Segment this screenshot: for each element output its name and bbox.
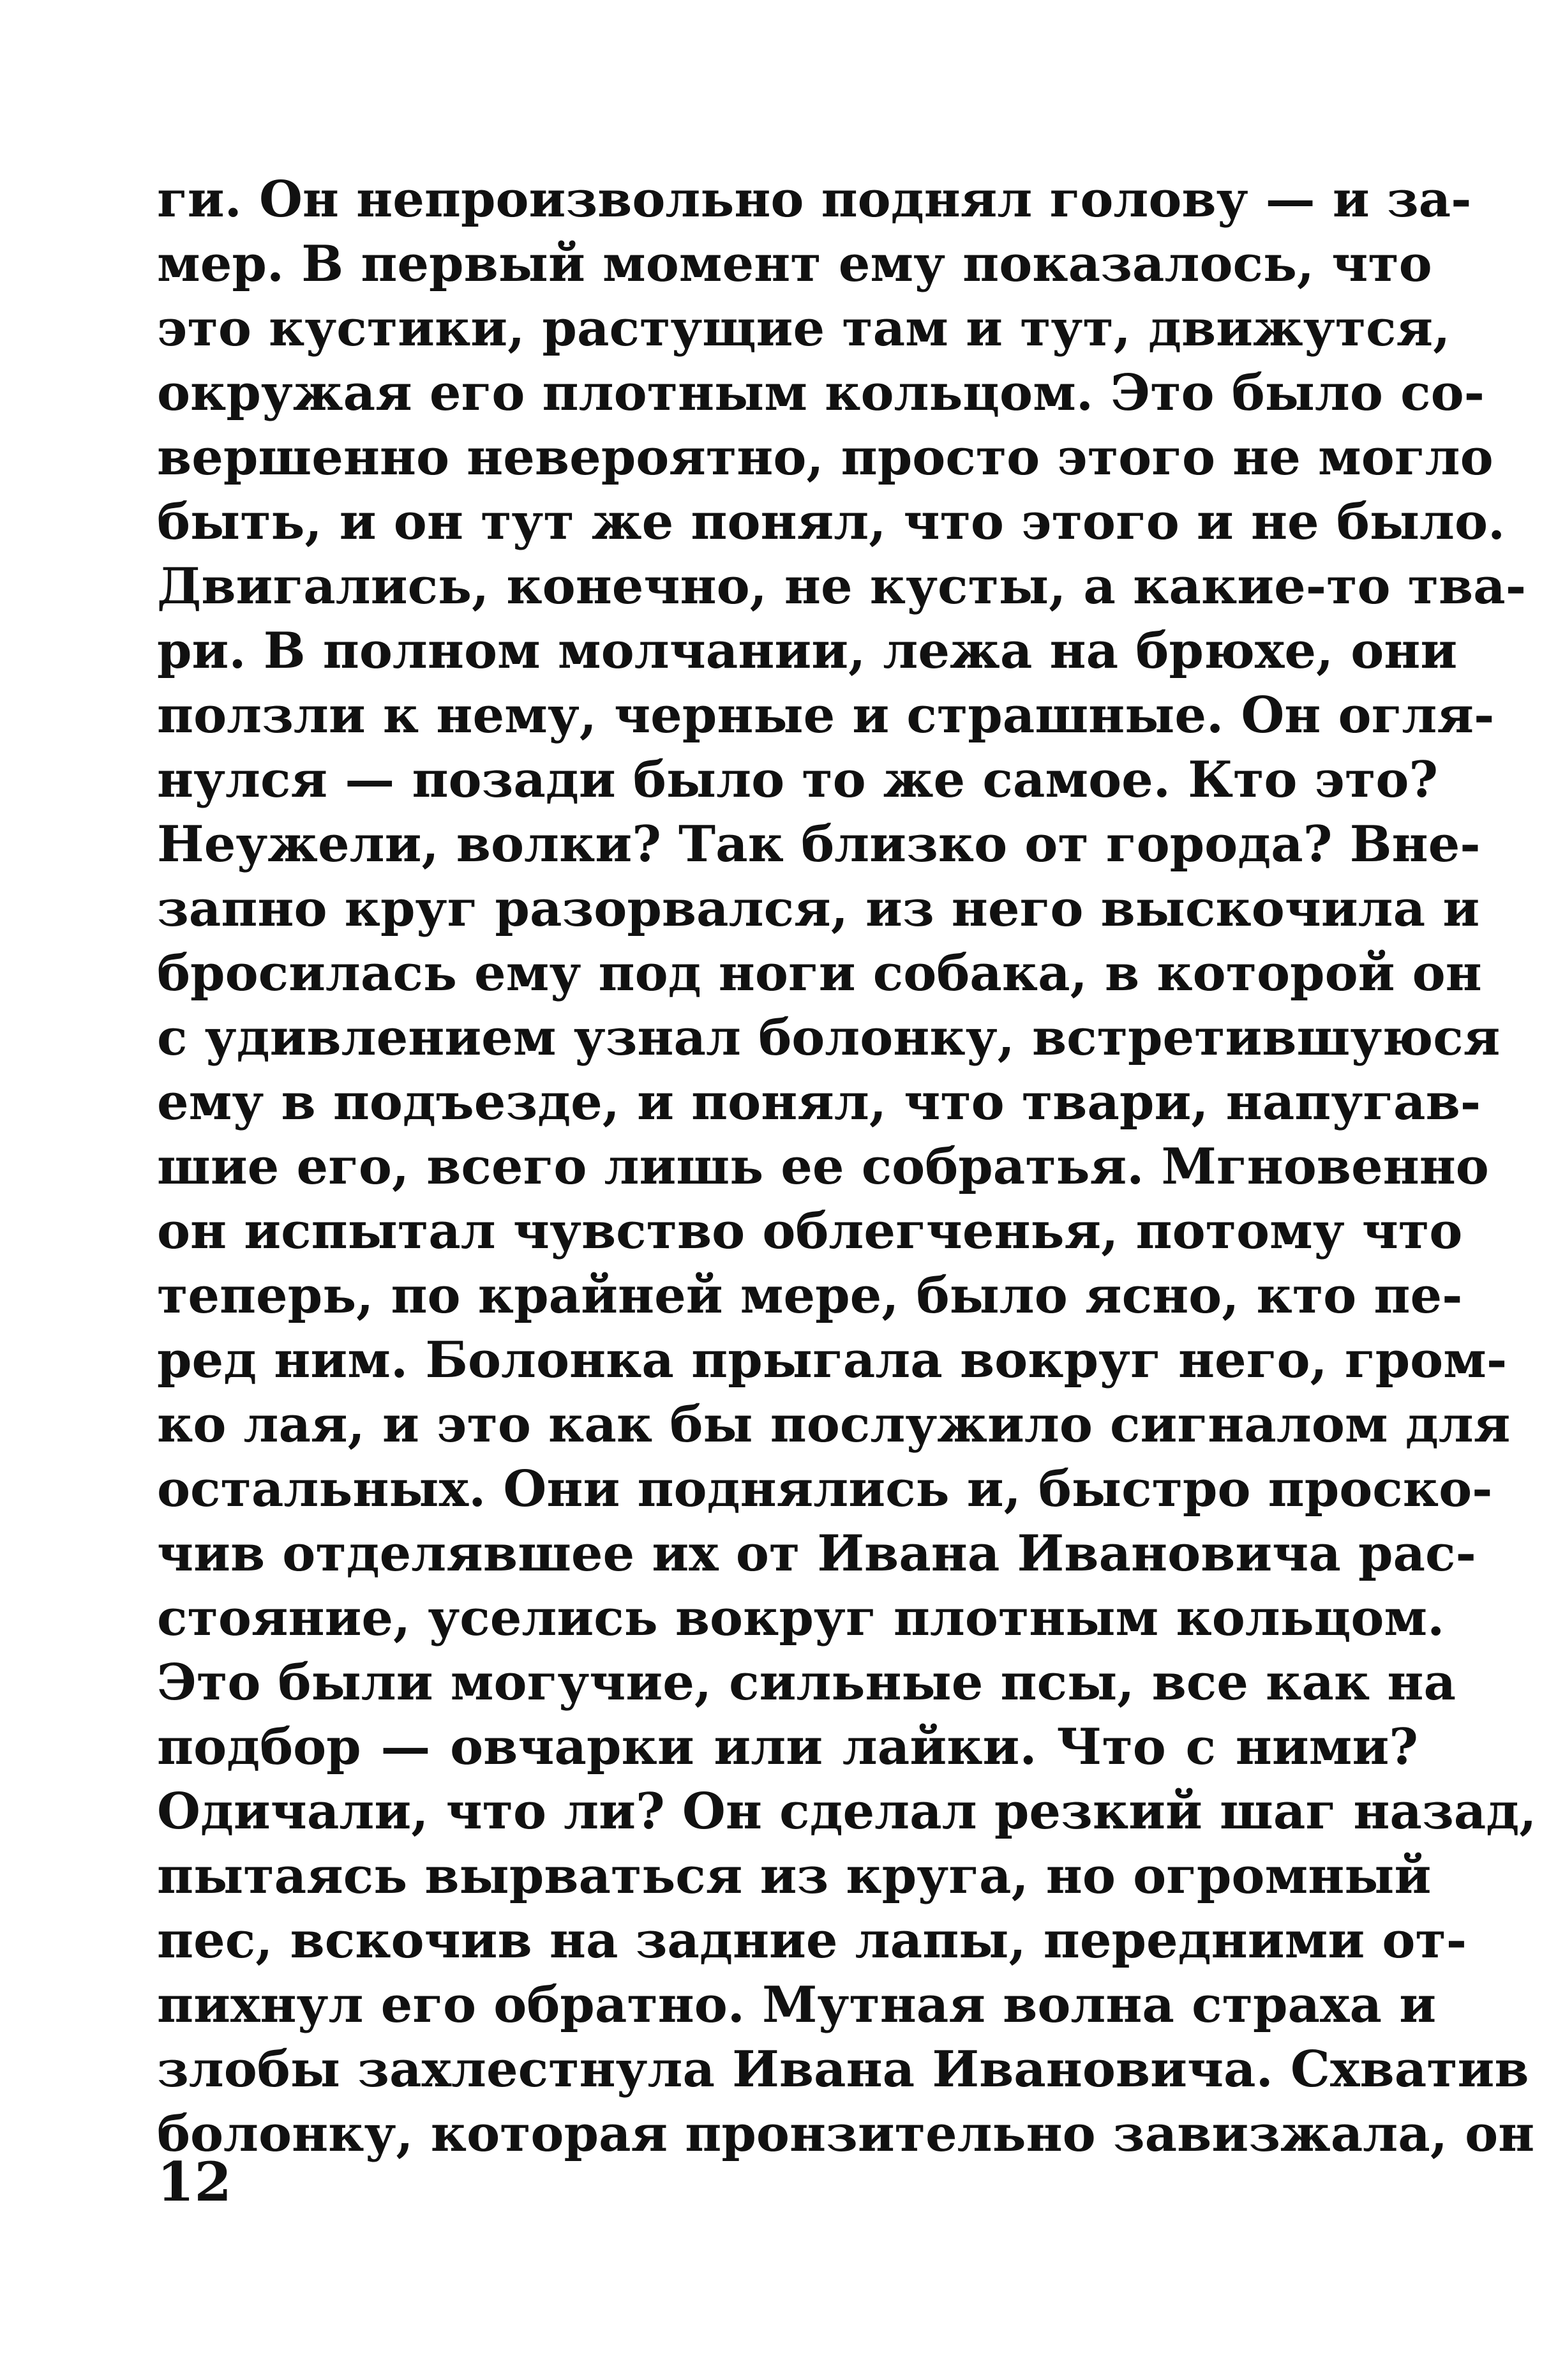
text-line: это кустики, растущие там и тут, движутся,: [157, 299, 1451, 358]
text-line: нулся — позади было то же самое. Кто это?: [157, 751, 1439, 809]
text-line: Неужели, волки? Так близко от города? Вне-: [157, 815, 1481, 873]
text-line: ри. В полном молчании, лежа на брюхе, они: [157, 622, 1458, 680]
text-line: ред ним. Болонка прыгала вокруг него, гром-: [157, 1331, 1508, 1389]
text-line: Одичали, что ли? Он сделал резкий шаг назад,: [157, 1782, 1537, 1841]
body-text: [157, 167, 1537, 2166]
text-line: ги. Он непроизвольно поднял голову — и за-: [157, 170, 1472, 229]
text-line: болонку, которая пронзительно завизжала, он: [157, 2105, 1535, 2163]
text-line: чив отделявшее их от Ивана Ивановича рас-: [157, 1525, 1476, 1583]
text-line: Это были могучие, сильные псы, все как на: [157, 1653, 1456, 1712]
text-line: окружая его плотным кольцом. Это было со-: [157, 364, 1485, 422]
text-line: ко лая, и это как бы послужило сигналом для: [157, 1396, 1511, 1454]
text-line: остальных. Они поднялись и, быстро проско-: [157, 1460, 1493, 1518]
text-line: вершенно невероятно, просто этого не могло: [157, 428, 1494, 486]
text-line: пес, вскочив на задние лапы, передними от-: [157, 1911, 1467, 1970]
text-line: пытаясь вырваться из круга, но огромный: [157, 1847, 1432, 1905]
text-line: запно круг разорвался, из него выскочила и: [157, 880, 1480, 938]
text-line: бросилась ему под ноги собака, в которой он: [157, 944, 1482, 1002]
text-line: быть, и он тут же понял, что этого и не было.: [157, 493, 1506, 551]
text-line: ползли к нему, черные и страшные. Он огля-: [157, 686, 1495, 744]
text-line: подбор — овчарки или лайки. Что с ними?: [157, 1718, 1418, 1776]
text-line: теперь, по крайней мере, было ясно, кто пе-: [157, 1267, 1463, 1325]
text-line: он испытал чувство облегченья, потому что: [157, 1202, 1463, 1260]
page-number: 12: [157, 2150, 232, 2213]
text-line: Двигались, конечно, не кусты, а какие-то тва-: [157, 557, 1527, 615]
text-line: мер. В первый момент ему показалось, что: [157, 235, 1432, 293]
text-line: шие его, всего лишь ее собратья. Мгновенно: [157, 1138, 1489, 1196]
text-line: пихнул его обратно. Мутная волна страха и: [157, 1976, 1437, 2034]
text-line: ему в подъезде, и понял, что твари, напугав-: [157, 1073, 1481, 1131]
text-line: с удивлением узнал болонку, встретившуюся: [157, 1009, 1501, 1067]
text-line: злобы захлестнула Ивана Ивановича. Схватив: [157, 2040, 1529, 2098]
text-line: стояние, уселись вокруг плотным кольцом.: [157, 1589, 1445, 1647]
